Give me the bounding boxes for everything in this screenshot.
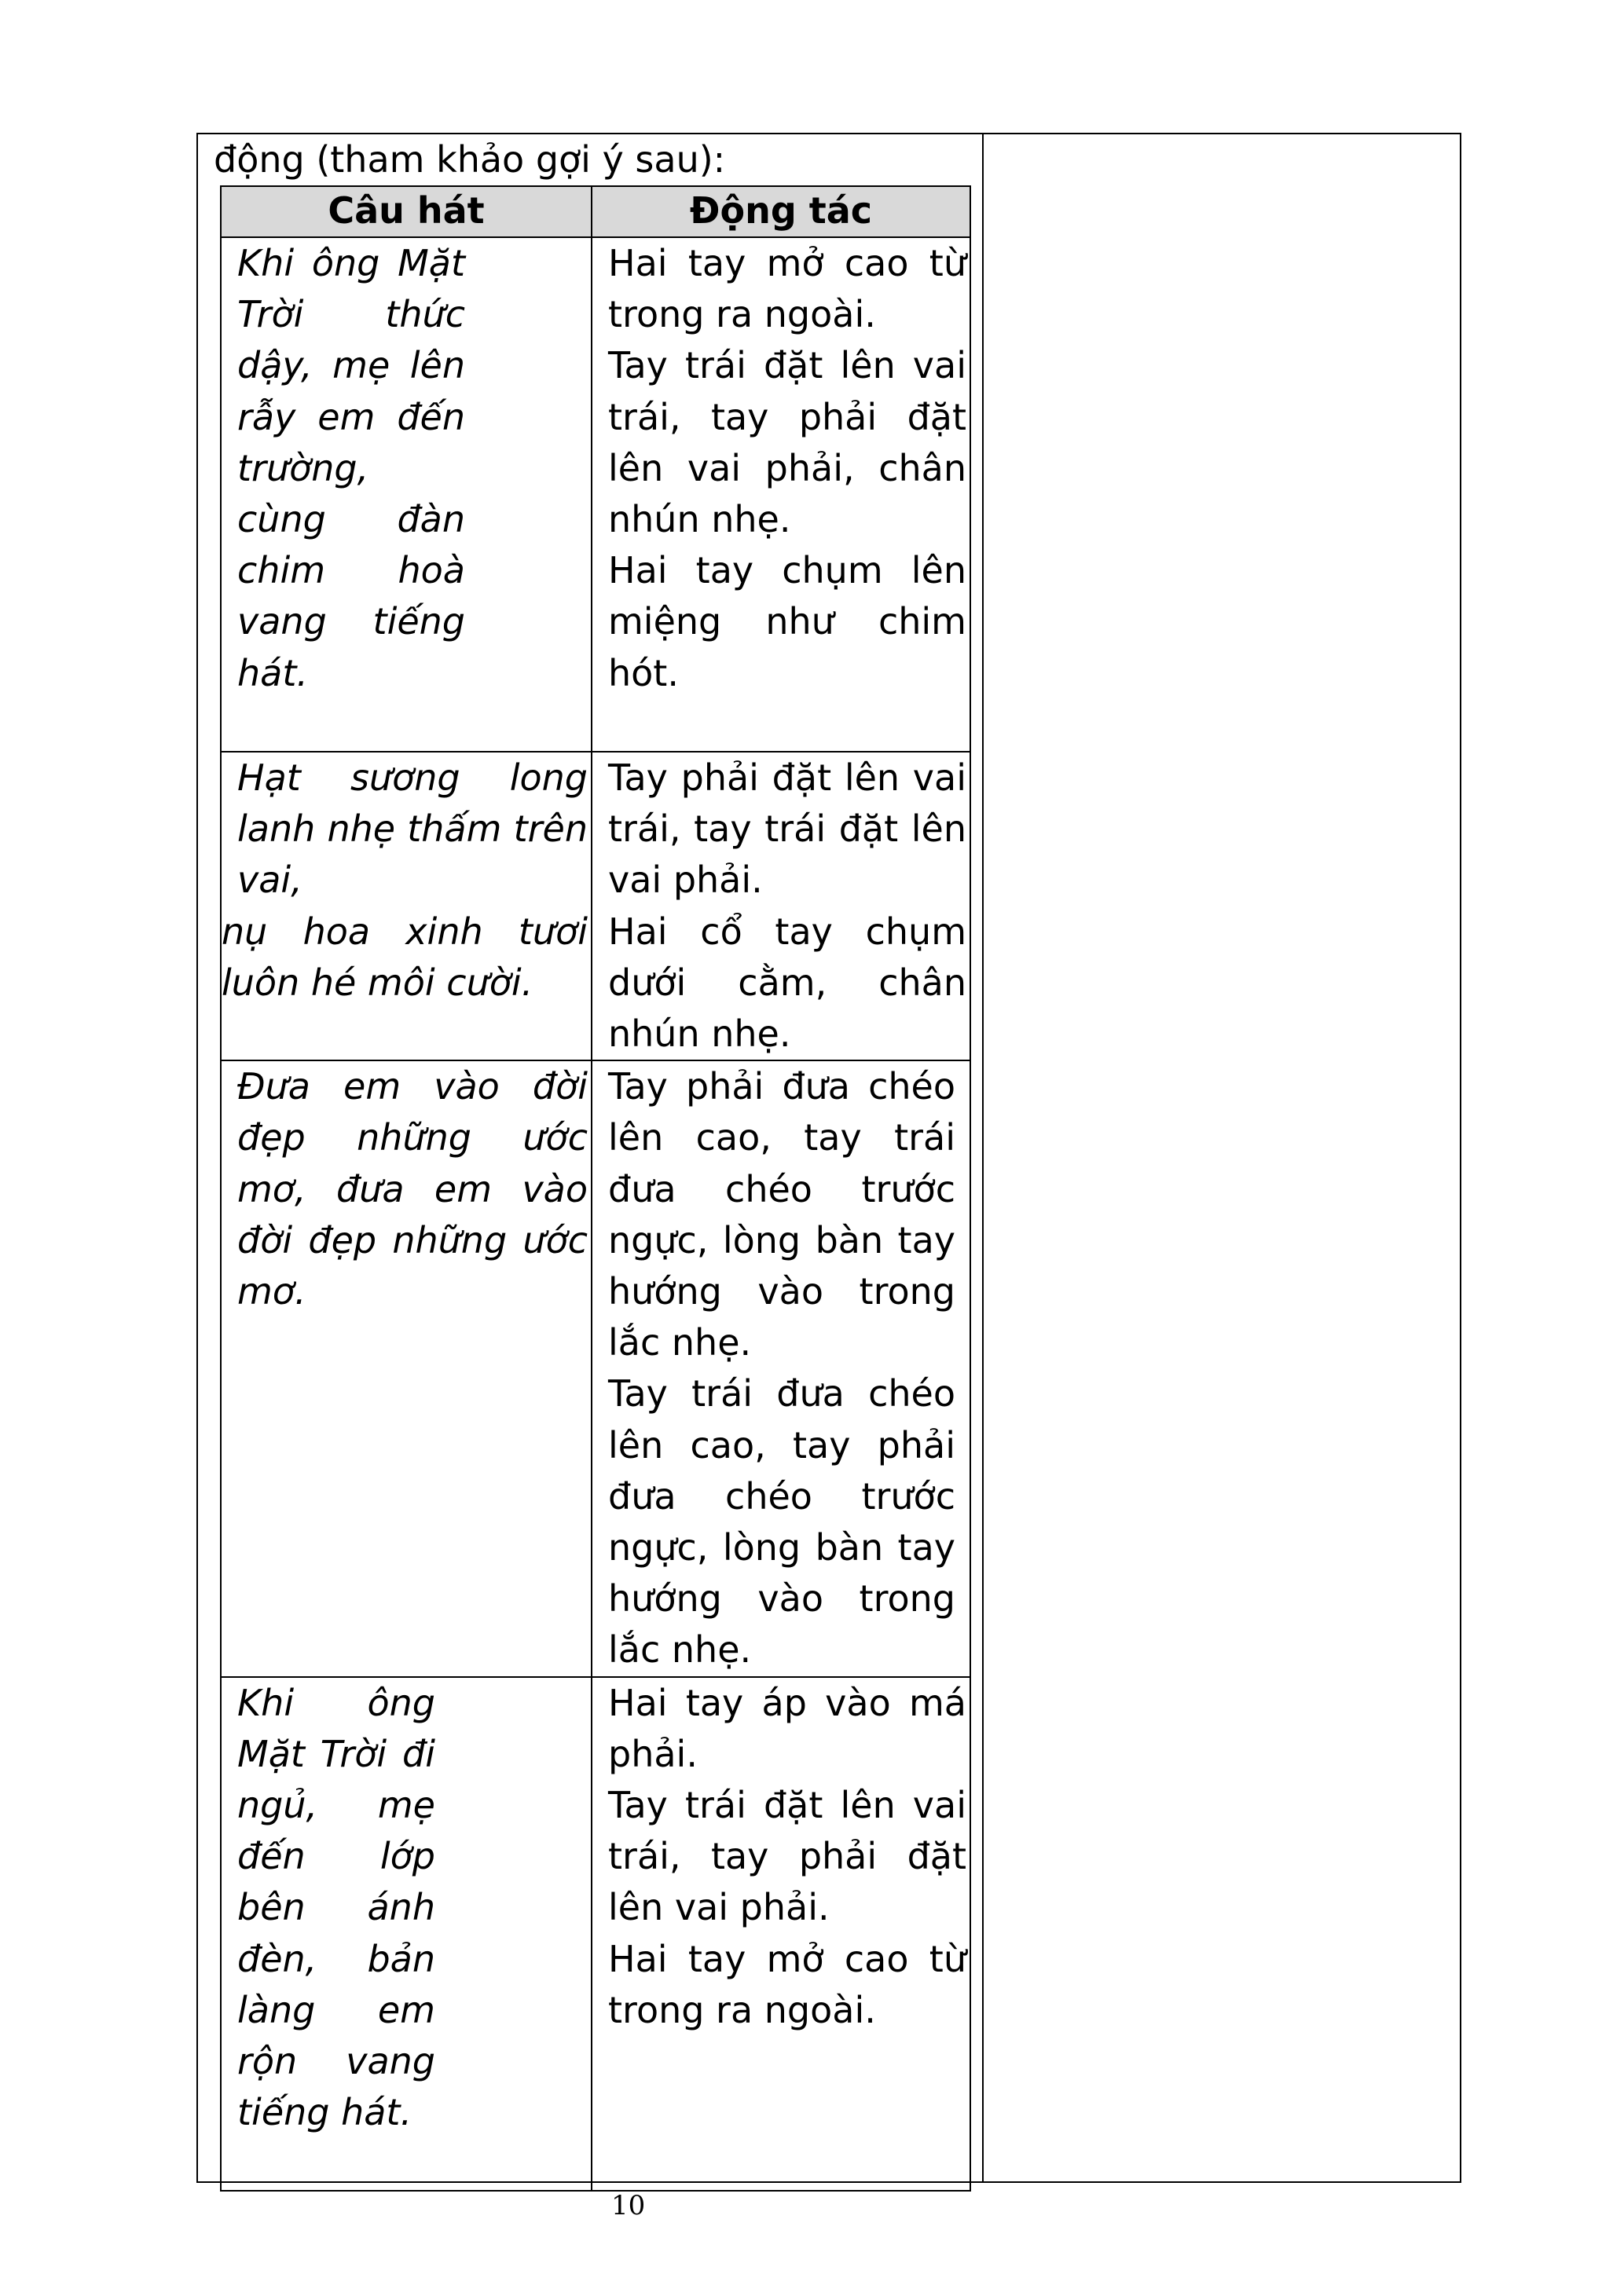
table-header-row [221,186,970,237]
lyric-line: cùng đàn chim hoà vang tiếng hát. [237,498,465,694]
movement-line: Tay trái đưa chéo lên cao, tay phải đưa chéo trước ngực, lòng bàn tay hướng vào trong lắc nhẹ. [608,1372,955,1672]
lyric-cell [221,752,592,1060]
lyric-cell [221,1060,592,1676]
movement-line: Tay trái đặt lên vai trái, tay phải đặt lên vai phải, chân nhún nhẹ. [608,344,966,541]
table-row [221,752,970,1060]
movement-line: Tay phải đưa chéo lên cao, tay trái đưa chéo trước ngực, lòng bàn tay hướng vào trong lắc nhẹ. [608,1065,955,1364]
movement-line: Tay trái đặt lên vai trái, tay phải đặt lên vai phải. [608,1784,966,1929]
header-movements: Động tác [592,186,970,237]
movement-line: Hai cổ tay chụm dưới cằm, chân nhún nhẹ. [608,910,966,1056]
intro-text: động (tham khảo gợi ý sau): [214,138,726,181]
lyric-line: Khi ông Mặt Trời thức dậy, mẹ lên rẫy em đến trường, [237,242,465,489]
movement-cell [592,752,970,1060]
movement-line: Tay phải đặt lên vai trái, tay trái đặt lên vai phải. [608,756,966,902]
lyric-line: nụ hoa xinh tươi luôn hé môi cười. [222,910,588,1004]
lyric-line: Khi ông Mặt Trời đi ngủ, mẹ đến lớp bên ánh đèn, bản làng em rộn vang tiếng hát. [237,1681,435,2134]
movement-cell [592,1060,970,1676]
movement-line: Hai tay mở cao từ trong ra ngoài. [608,1937,966,2031]
lyric-line: Đưa em vào đời đẹp những ước mơ, đưa em vào đời đẹp những ước mơ. [237,1065,588,1313]
movement-line: Hai tay mở cao từ trong ra ngoài. [608,242,966,336]
movement-cell [592,1677,970,2191]
table-row [221,1060,970,1676]
column-divider [982,134,984,2181]
lyric-cell [221,237,592,752]
song-movement-table [220,185,971,2192]
lyric-cell [221,1677,592,2191]
lyric-line: Hạt sương long lanh nhẹ thấm trên vai, [237,756,588,902]
header-lyrics: Câu hát [221,186,592,237]
table-row [221,1677,970,2191]
table-row [221,237,970,752]
movement-line: Hai tay áp vào má phải. [608,1681,966,1775]
page-number: 10 [611,2190,646,2221]
movement-line: Hai tay chụm lên miệng như chim hót. [608,549,966,694]
movement-cell [592,237,970,752]
